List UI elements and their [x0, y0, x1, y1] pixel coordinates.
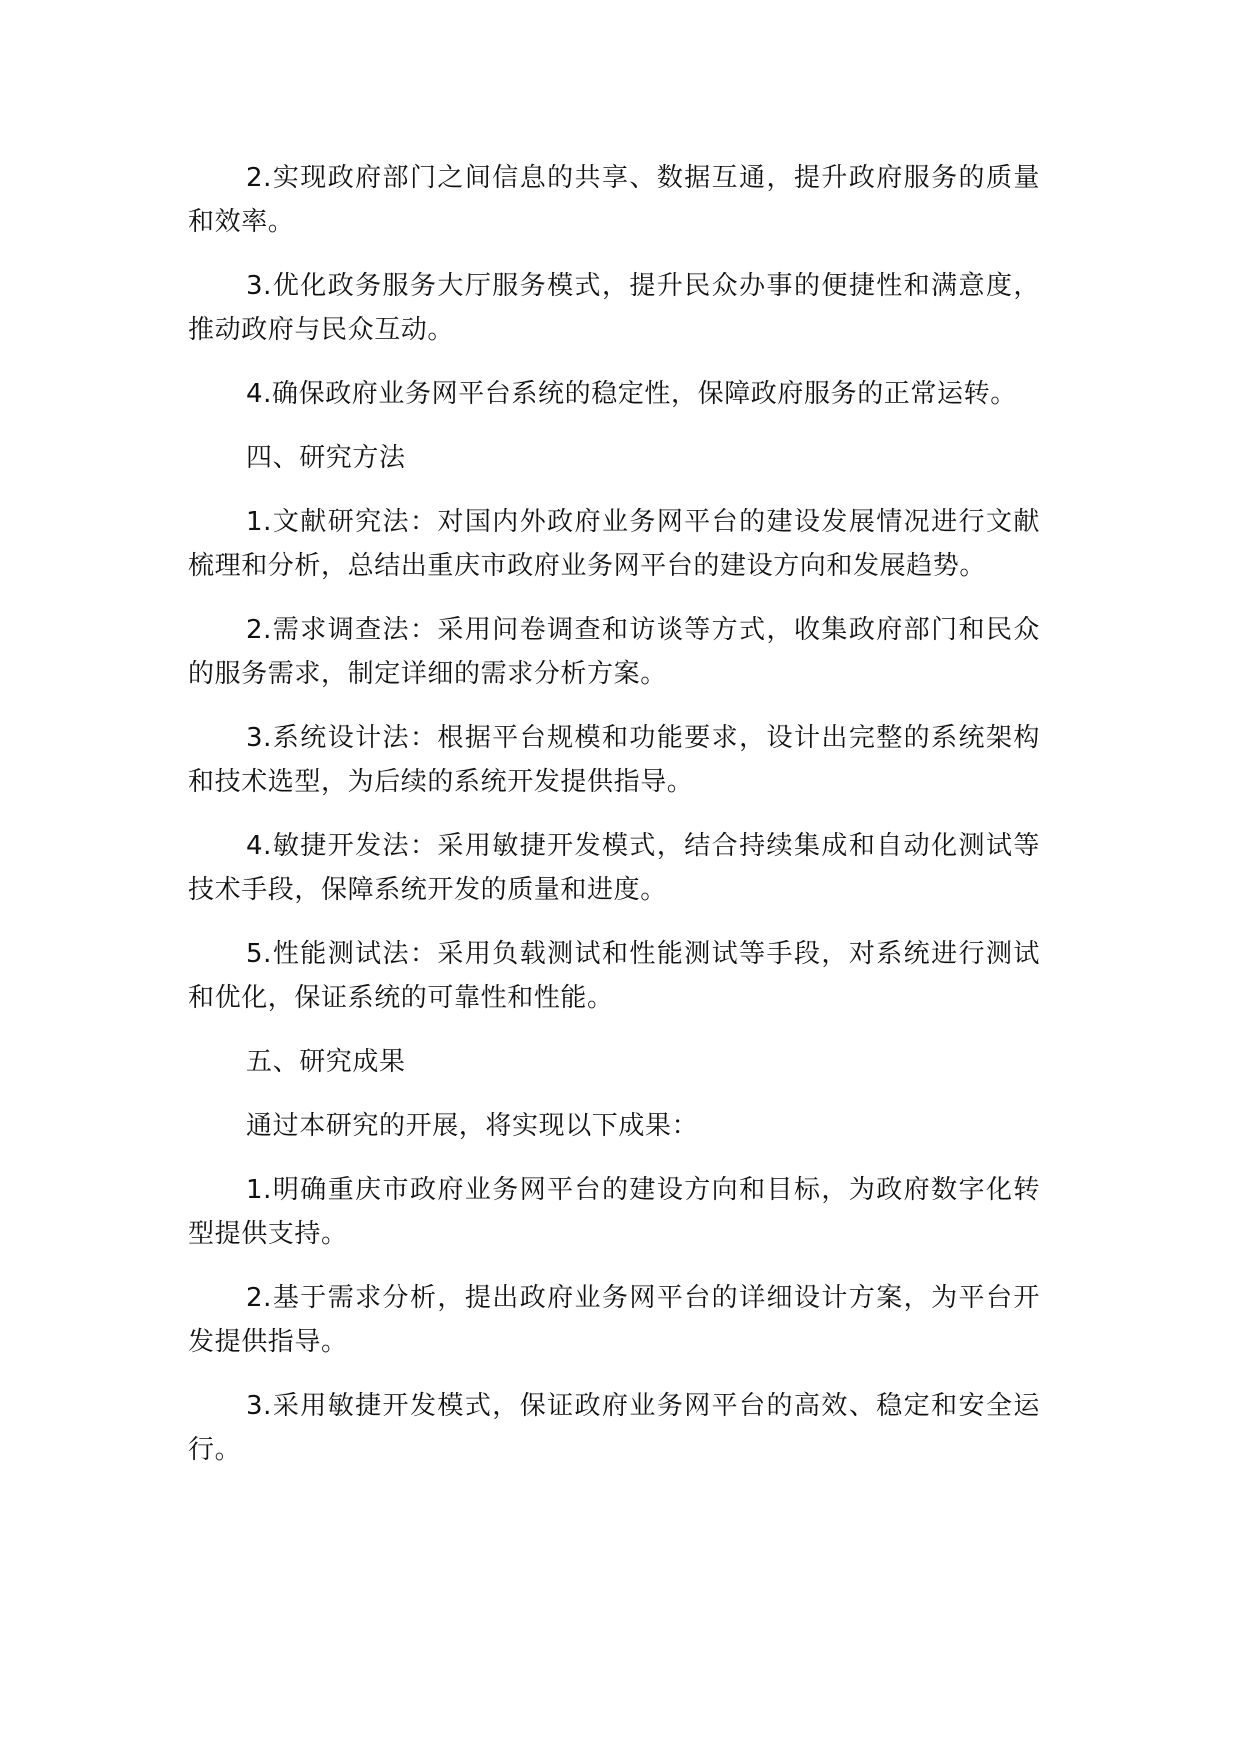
paragraph-method-4: 4.敏捷开发法：采用敏捷开发模式，结合持续集成和自动化测试等技术手段，保障系统开发的质量和进度。: [188, 831, 1040, 905]
paragraph-goal-4: 4.确保政府业务网平台系统的稳定性，保障政府服务的正常运转。: [246, 379, 1017, 409]
paragraph-results-intro: 通过本研究的开展，将实现以下成果：: [246, 1111, 699, 1141]
document-body: [188, 156, 1040, 1492]
paragraph-method-3: 3.系统设计法：根据平台规模和功能要求，设计出完整的系统架构和技术选型，为后续的系统开发提供指导。: [188, 723, 1040, 797]
paragraph-goal-3: 3.优化政务服务大厅服务模式，提升民众办事的便捷性和满意度，推动政府与民众互动。: [188, 271, 1040, 345]
paragraph-result-3: 3.采用敏捷开发模式，保证政府业务网平台的高效、稳定和安全运行。: [188, 1391, 1040, 1465]
paragraph-goal-2: 2.实现政府部门之间信息的共享、数据互通，提升政府服务的质量和效率。: [188, 163, 1040, 237]
paragraph-result-2: 2.基于需求分析，提出政府业务网平台的详细设计方案，为平台开发提供指导。: [188, 1283, 1040, 1357]
section-heading-methods: 四、研究方法: [246, 443, 406, 473]
paragraph-result-1: 1.明确重庆市政府业务网平台的建设方向和目标，为政府数字化转型提供支持。: [188, 1175, 1040, 1249]
paragraph-method-2: 2.需求调查法：采用问卷调查和访谈等方式，收集政府部门和民众的服务需求，制定详细的需求分析方案。: [188, 615, 1040, 689]
section-heading-results: 五、研究成果: [246, 1047, 406, 1077]
paragraph-method-1: 1.文献研究法：对国内外政府业务网平台的建设发展情况进行文献梳理和分析，总结出重庆市政府业务网平台的建设方向和发展趋势。: [188, 507, 1040, 581]
paragraph-method-5: 5.性能测试法：采用负载测试和性能测试等手段，对系统进行测试和优化，保证系统的可靠性和性能。: [188, 939, 1040, 1013]
